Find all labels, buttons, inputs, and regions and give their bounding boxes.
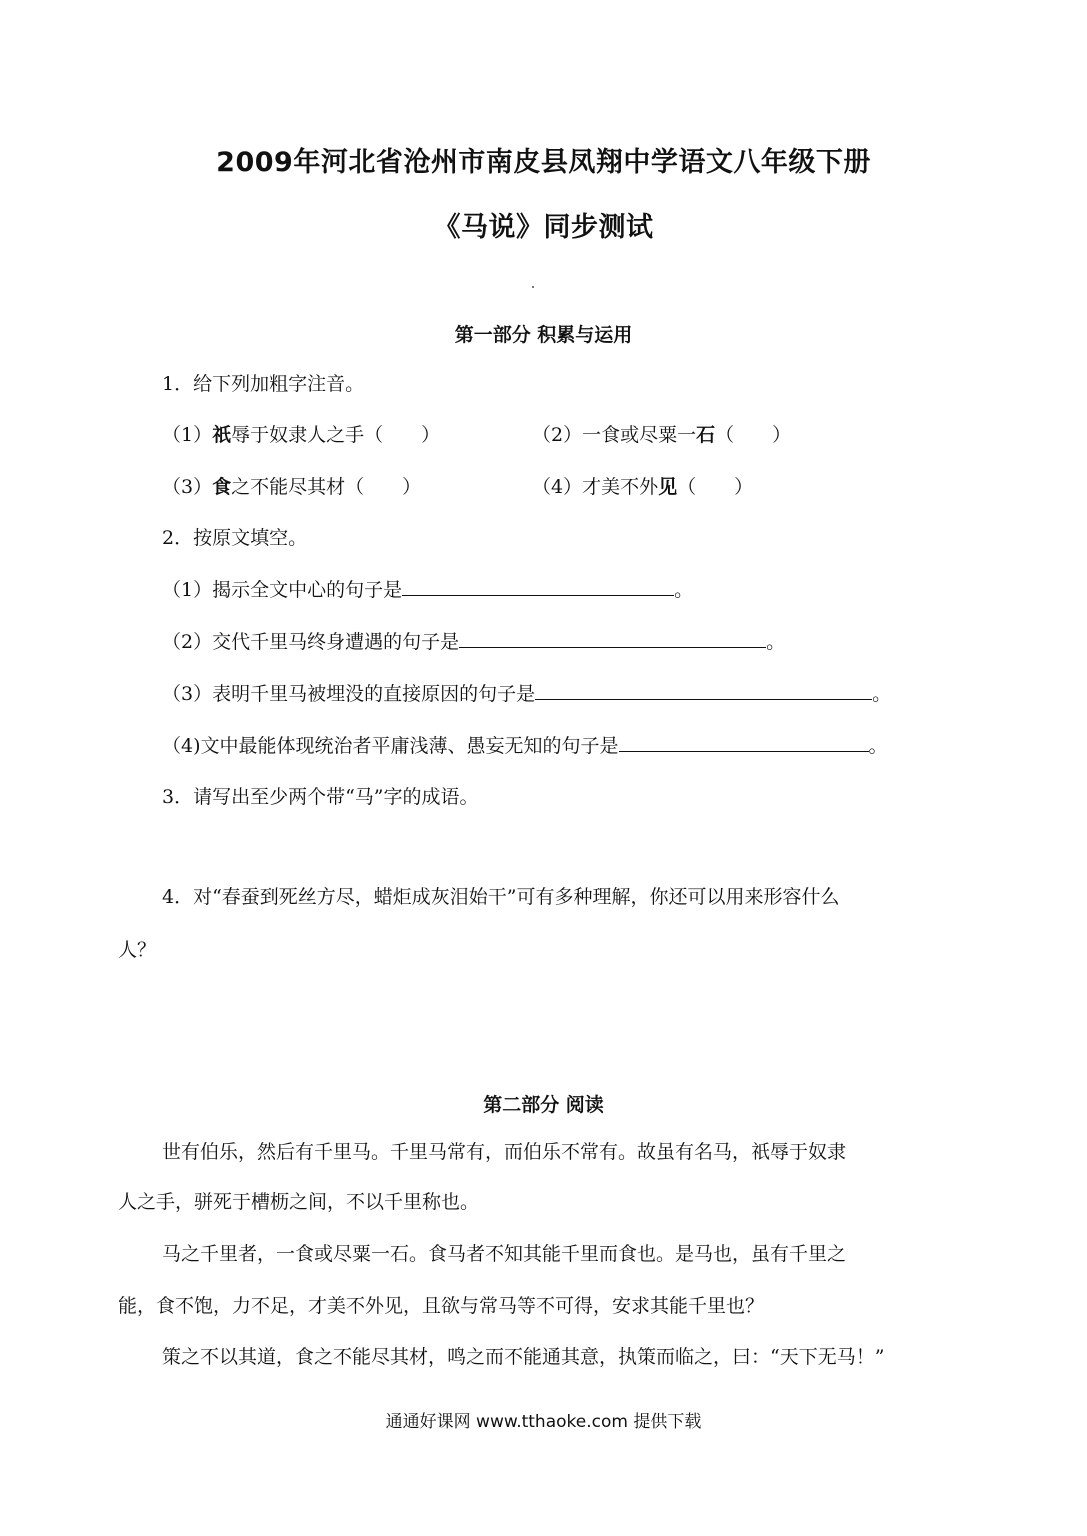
q2-item-1 — [162, 577, 693, 603]
q1-item-3-rest: 之不能尽其材（ ） — [231, 476, 422, 498]
q2-item-2-text: （2）交代千里马终身遭遇的句子是 — [162, 631, 460, 653]
q1-item-2-rest: （ ） — [715, 424, 792, 446]
q1-item-3-bold-char: 食 — [212, 476, 232, 498]
q1-item-3-num: （3） — [162, 476, 213, 498]
q1-item-2-bold-char: 石 — [696, 424, 716, 446]
part1-heading: 第一部分 积累与运用 — [454, 324, 633, 346]
q2-item-2-end: 。 — [766, 631, 786, 653]
part2-heading: 第二部分 阅读 — [483, 1094, 604, 1116]
q2-item-3 — [162, 681, 891, 707]
reading-paragraph-2-line1: 马之千里者，一食或尽粟一石。食马者不知其能千里而食也。是马也，虽有千里之 — [162, 1243, 847, 1265]
q1-item-2-pre: 一食或尽粟一 — [582, 424, 697, 446]
q2-item-3-end: 。 — [872, 683, 892, 705]
q2-item-2 — [162, 629, 785, 655]
reading-paragraph-3-line1: 策之不以其道，食之不能尽其材，鸣之而不能通其意，执策而临之，曰：“天下无马！” — [162, 1346, 885, 1368]
q2-prompt: 2．按原文填空。 — [162, 527, 308, 549]
q2-item-4-answer-blank[interactable] — [619, 733, 869, 752]
q1-item-1-num: （1） — [162, 424, 213, 446]
page-footer: 通通好课网 www.tthaoke.com 提供下载 — [385, 1412, 702, 1432]
q1-prompt: 1．给下列加粗字注音。 — [162, 373, 365, 395]
q1-item-2-num: （2） — [532, 424, 583, 446]
q1-item-4 — [532, 474, 753, 500]
q1-item-1-rest: 辱于奴隶人之手（ ） — [231, 424, 441, 446]
q1-item-4-num: （4） — [532, 476, 583, 498]
q3-prompt: 3．请写出至少两个带“马”字的成语。 — [162, 786, 479, 808]
q2-item-4-end: 。 — [868, 735, 888, 757]
document-title-line1: 2009年河北省沧州市南皮县凤翔中学语文八年级下册 — [216, 147, 871, 178]
q4-prompt-line2: 人？ — [118, 939, 157, 961]
q2-item-1-text: （1）揭示全文中心的句子是 — [162, 579, 403, 601]
stray-dot — [532, 286, 534, 288]
q4-prompt-line1: 4．对“春蚕到死丝方尽，蜡炬成灰泪始干”可有多种理解，你还可以用来形容什么 — [162, 886, 840, 908]
q1-item-2 — [532, 422, 791, 448]
q2-item-3-answer-blank[interactable] — [535, 681, 872, 700]
reading-paragraph-1-line2: 人之手，骈死于槽枥之间，不以千里称也。 — [118, 1191, 480, 1213]
q1-item-4-rest: （ ） — [677, 476, 754, 498]
reading-paragraph-1-line1: 世有伯乐，然后有千里马。千里马常有，而伯乐不常有。故虽有名马，祇辱于奴隶 — [162, 1141, 847, 1163]
reading-paragraph-2-line2: 能，食不饱，力不足，才美不外见，且欲与常马等不可得，安求其能千里也？ — [118, 1295, 765, 1317]
q1-item-4-pre: 才美不外 — [582, 476, 659, 498]
q1-item-1 — [162, 422, 440, 448]
q1-item-3 — [162, 474, 421, 500]
q2-item-3-text: （3）表明千里马被埋没的直接原因的句子是 — [162, 683, 536, 705]
q2-item-4 — [162, 733, 888, 759]
q1-item-4-bold-char: 见 — [658, 476, 678, 498]
q1-item-1-bold-char: 祇 — [212, 424, 232, 446]
document-title-line2: 《马说》同步测试 — [433, 212, 654, 243]
q2-item-1-end: 。 — [674, 579, 694, 601]
q2-item-1-answer-blank[interactable] — [402, 577, 674, 596]
q2-item-4-text: （4)文中最能体现统治者平庸浅薄、愚妄无知的句子是 — [162, 735, 619, 757]
q2-item-2-answer-blank[interactable] — [459, 629, 766, 648]
